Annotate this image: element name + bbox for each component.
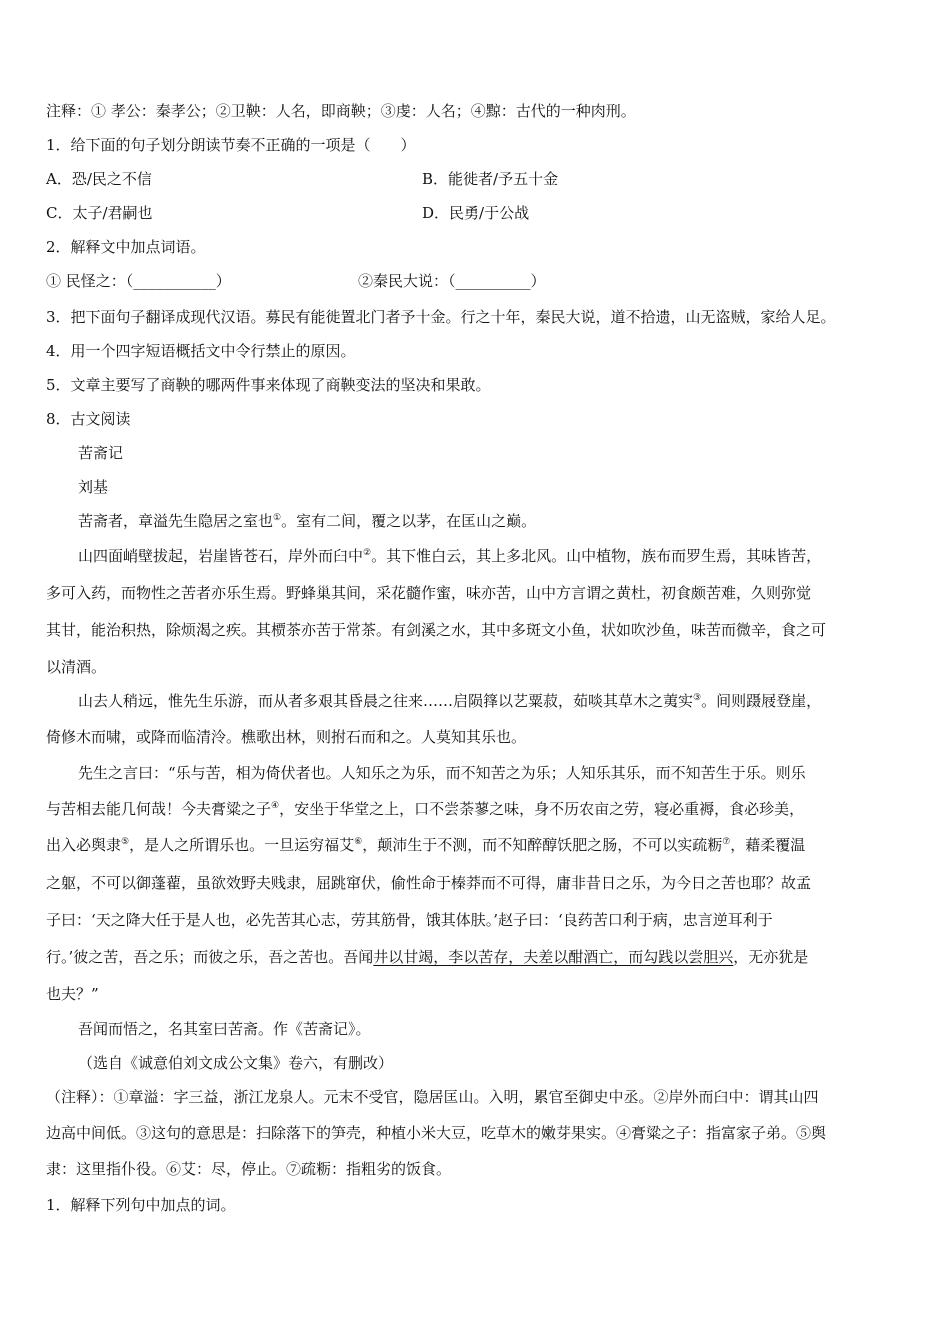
passage-paragraph-4-line-3	[46, 835, 906, 855]
question-1-row-ab	[46, 169, 906, 189]
text-run: ，是人之所谓乐也。一旦运穷福艾	[129, 836, 355, 854]
text-run: ，藉柔覆温	[730, 836, 806, 854]
footnote-marker: ⑤	[121, 837, 130, 847]
passage-paragraph-5: 吾闻而悟之，名其室曰苦斋。作《苦斋记》。	[78, 1020, 371, 1038]
footnote-marker: ③	[693, 693, 702, 703]
question-5: 5．文章主要写了商鞅的哪两件事来体现了商鞅变法的坚决和果敢。	[46, 376, 491, 394]
passage-paragraph-4-line-5: 子曰：‘天之降大任于是人也，必先苦其心志，劳其筋骨，饿其体肤。’赵子曰：‘良药苦口利于病，忠言逆耳利于	[46, 911, 773, 929]
text-run: 行。’彼之苦，吾之乐；而彼之乐，吾之苦也。吾闻	[46, 948, 374, 966]
question-2-items	[46, 271, 906, 291]
text-run: 山去人稍远，惟先生乐游，而从者多艰其昏晨之往来……启陨箨以艺粟菽，茹啖其草木之荑实	[78, 692, 694, 710]
passage-paragraph-4-line-4: 之躯，不可以御蓬藋，虽欲效野夫贱隶，屈跳窜伏，偷性命于榛莽而不可得，庸非昔日之乐，为今日之苦也耶？故孟	[46, 874, 812, 892]
passage-paragraph-4-line-7: 也夫？”	[46, 985, 99, 1003]
option-d: D．民勇/于公战	[422, 204, 530, 222]
text-run: 苦斋者，章溢先生隐居之室也	[78, 512, 274, 530]
question-3: 3．把下面句子翻译成现代汉语。募民有能徙置北门者予十金。行之十年，秦民大说，道不拾遗，山无盗贼，家给人足。	[46, 308, 836, 326]
passage-source: （选自《诚意伯刘文成公文集》卷六，有删改）	[78, 1054, 394, 1072]
text-run: 与苦相去能几何哉！今夫膏粱之子	[46, 800, 272, 818]
underlined-sentence: 井以甘竭，李以苦存，夫差以酣酒亡，而勾践以尝胆兴	[373, 948, 734, 966]
passage-author: 刘基	[78, 478, 109, 496]
passage-paragraph-4-line-6	[46, 947, 906, 967]
passage-paragraph-4-line-2	[46, 799, 906, 819]
footnote-marker: ⑥	[354, 837, 363, 847]
question-1-row-cd	[46, 203, 906, 223]
text-run: ，无亦犹是	[733, 948, 809, 966]
notes-2-line-3: 隶：这里指仆役。⑥艾：尽，停止。⑦疏粝：指粗劣的饭食。	[46, 1160, 452, 1178]
text-run: 。间则蹑屐登崖，	[701, 692, 822, 710]
text-run: 。其下惟白云，其上多北风。山中植物，族布而罗生焉，其味皆苦，	[371, 547, 822, 565]
notes-2-line-1: （注释）：①章溢：字三益，浙江龙泉人。元末不受官，隐居匡山。入明，累官至御史中丞。②岸外而臼中：谓其山四	[46, 1088, 819, 1106]
option-a: A．恐/民之不信	[46, 170, 152, 188]
passage-paragraph-3-line-1	[78, 691, 938, 711]
footnote-marker: ⑦	[722, 837, 731, 847]
passage-paragraph-3-line-2: 倚修木而啸，或降而临清泠。樵歌出林，则拊石而和之。人莫知其乐也。	[46, 728, 527, 746]
passage-paragraph-2-line-1	[78, 546, 938, 566]
footnote-marker: ②	[363, 548, 372, 558]
text-run: 山四面峭壁拔起，岩崖皆苍石，岸外而臼中	[78, 547, 364, 565]
passage-title: 苦斋记	[78, 444, 124, 462]
option-c: C．太子/君嗣也	[46, 204, 153, 222]
section-8-heading: 8．古文阅读	[46, 410, 131, 428]
passage-paragraph-2-line-4: 以清酒。	[46, 658, 107, 676]
notes-1: 注释：① 孝公：秦孝公；②卫鞅：人名，即商鞅；③虔：人名；④黥：古代的一种肉刑。	[46, 102, 636, 120]
notes-2-line-2: 边高中间低。③这句的意思是：扫除落下的笋壳，种植小米大豆，吃草木的嫩芽果实。④膏粱之子：指富家子弟。⑤舆	[46, 1124, 827, 1142]
question-1-stem: 1．给下面的句子划分朗读节奏不正确的一项是（ ）	[46, 136, 416, 154]
footnote-marker: ①	[273, 513, 282, 523]
text-run: 。室有二间，覆之以茅，在匡山之巅。	[281, 512, 537, 530]
footnote-marker: ④	[271, 801, 280, 811]
option-b: B．能徙者/予五十金	[422, 170, 559, 188]
passage-paragraph-2-line-2: 多可入药，而物性之苦者亦乐生焉。野蜂巢其间，采花髓作蜜，味亦苦，山中方言谓之黄杜，初食颇苦难，久则弥觉	[46, 584, 812, 602]
text-run: 出入必舆隶	[46, 836, 122, 854]
section-8-question-1: 1．解释下列句中加点的词。	[46, 1196, 236, 1214]
question-4: 4．用一个四字短语概括文中令行禁止的原因。	[46, 342, 356, 360]
question-2-stem: 2．解释文中加点词语。	[46, 238, 206, 256]
question-2-item-1: ① 民怪之：（___________）	[46, 272, 231, 290]
passage-paragraph-2-line-3: 其甘，能治积热，除烦渴之疾。其槚茶亦苦于常茶。有剑溪之水，其中多斑文小鱼，状如吹沙鱼，味苦而微辛，食之可	[46, 621, 827, 639]
passage-paragraph-1	[78, 511, 938, 531]
passage-paragraph-4-line-1: 先生之言曰：“乐与苦，相为倚伏者也。人知乐之为乐，而不知苦之为乐；人知乐其乐，而不知苦生于乐。则乐	[78, 764, 806, 782]
text-run: ，安坐于华堂之上，口不尝荼蓼之味，身不历农亩之劳，寝必重褥，食必珍美，	[279, 800, 805, 818]
question-2-item-2: ②秦民大说：（__________）	[358, 272, 546, 290]
text-run: ，颠沛生于不测，而不知醉醇饫肥之肠，不可以实疏粝	[362, 836, 723, 854]
